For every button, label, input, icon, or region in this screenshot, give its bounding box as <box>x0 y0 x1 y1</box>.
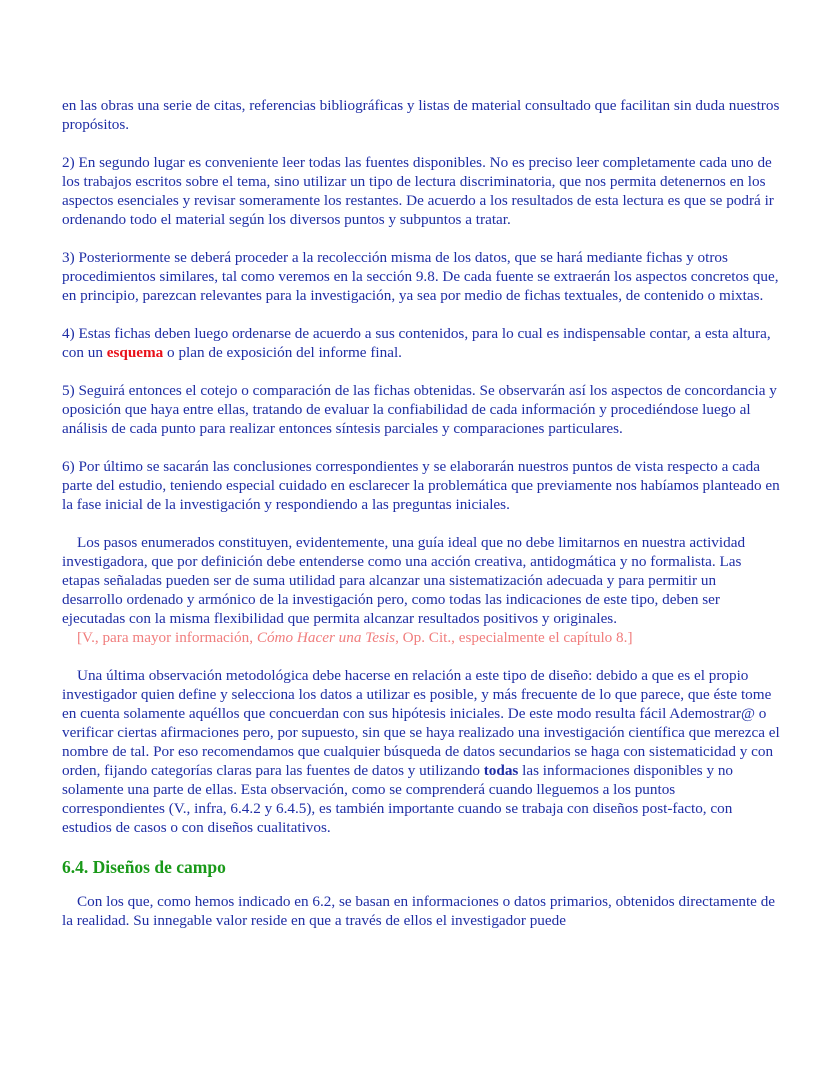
paragraph-step-6: 6) Por último se sacarán las conclusiones correspondientes y se elaborarán nuestros puntos de vista respecto a cada parte del estudio, teniendo especial cuidado en esclarecer la problemática que previamente nos habíamos planteado en la fase inicial de la investigación y respondiendo a las preguntas iniciales. <box>62 458 780 513</box>
paragraph-step-5: 5) Seguirá entonces el cotejo o comparación de las fichas obtenidas. Se observarán así los aspectos de concordancia y oposición que haya entre ellas, tratando de evaluar la confiabilidad de cada información y procediéndose luego al análisis de cada punto para realizar entonces síntesis parciales y comparaciones particulares. <box>62 382 777 437</box>
paragraph-step-4 <box>62 324 780 362</box>
paragraph-steps-summary <box>62 533 780 647</box>
paragraph-intro-continuation: en las obras una serie de citas, referencias bibliográficas y listas de material consultado que facilitan sin duda nuestros propósitos. <box>62 97 780 133</box>
esquema-link[interactable]: esquema <box>106 344 164 361</box>
paragraph-step-2: 2) En segundo lugar es conveniente leer todas las fuentes disponibles. No es preciso leer completamente cada uno de los trabajos escritos sobre el tema, sino utilizar un tipo de lectura discriminatoria, que nos permita detenernos en los aspectos esenciales y revisar someramente los restantes. De acuerdo a los resultados de esta lectura es que se podrá ir ordenando todo el material según los diversos puntos y subpuntos a tratar. <box>62 154 774 228</box>
section-heading: 6.4. Diseños de campo <box>62 857 226 877</box>
reference-before: [V., para mayor información, <box>77 629 257 646</box>
paragraph-methodological-note <box>62 666 780 837</box>
paragraph-field-designs: Con los que, como hemos indicado en 6.2, se basan en informaciones o datos primarios, obtenidos directamente de la realidad. Su innegable valor reside en que a través de ellos el investigador puede <box>62 893 776 929</box>
document-page <box>62 96 780 949</box>
paragraph-step-3: 3) Posteriormente se deberá proceder a la recolección misma de los datos, que se hará mediante fichas y otros procedimientos similares, tal como veremos en la sección 9.8. De cada fuente se extraerán los aspectos concretos que, en principio, parezcan relevantes para la investigación, ya sea por medio de fichas textuales, de contenido o mixtas. <box>62 249 779 304</box>
todas-emphasis: todas <box>483 762 519 779</box>
note-text-after: las informaciones disponibles y no solamente una parte de ellas. Esta observación, como se comprenderá cuando lleguemos a los puntos correspondientes (V., infra, 6.4.2 y 6.4.5), es también importante cuando se trabaja con diseños post-facto, con estudios de casos o con diseños cualitativos. <box>62 762 734 836</box>
summary-text: Los pasos enumerados constituyen, evidentemente, una guía ideal que no debe limitarnos en nuestra actividad investigadora, que por definición debe entenderse como una acción creativa, antidogmática y no formalista. Las etapas señaladas pueden ser de suma utilidad para alcanzar una sistematización adecuada y para permitir un desarrollo ordenado y armónico de la investigación pero, como todas las indicaciones de este tipo, deben ser ejecutadas con la misma flexibilidad que permita alcanzar resultados positivos y originales. <box>62 534 746 627</box>
reference-title: Cómo Hacer una Tesis <box>256 629 396 646</box>
note-text-before: Una última observación metodológica debe hacerse en relación a este tipo de diseño: debido a que es el propio investigador quien define y selecciona los datos a utilizar es posible, y más frecuente de lo que parece, que éste tome en cuenta solamente aquéllos que concuerdan con sus hipótesis iniciales. De este modo resulta fácil Ademostrar@ o verificar ciertas afirmaciones pero, por supuesto, sin que se haya realizado una investigación científica que merezca el nombre de tal. Por eso recomendamos que cualquier búsqueda de datos secundarios se haga con sistematicidad y con orden, fijando categorías claras para las fuentes de datos y utilizando <box>62 667 780 779</box>
reference-note <box>62 628 780 647</box>
step-4-text-after: o plan de exposición del informe final. <box>163 344 402 361</box>
reference-after: , Op. Cit., especialmente el capítulo 8.] <box>395 629 633 646</box>
step-4-text-before: 4) Estas fichas deben luego ordenarse de acuerdo a sus contenidos, para lo cual es indispensable contar, a esta altura, con un <box>62 325 771 361</box>
